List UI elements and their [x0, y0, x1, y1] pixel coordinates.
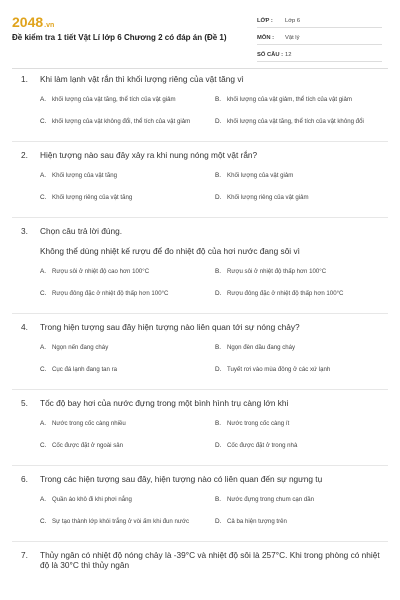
answer-option[interactable]	[40, 263, 215, 279]
answer-options	[40, 263, 400, 307]
option-text: Khối lượng riêng của vật giảm	[227, 193, 309, 201]
option-text: Sự tạo thành lớp khói trắng ở vòi ấm khi đun nước	[52, 517, 190, 525]
option-text: Quần áo khô đi khi phơi nắng	[52, 495, 132, 503]
option-text: Khối lượng của vật tăng	[52, 171, 117, 179]
answer-option[interactable]	[215, 361, 390, 377]
meta-value: Vật lý	[285, 34, 300, 41]
option-letter: C.	[40, 289, 47, 297]
meta-value: Lớp 6	[285, 17, 301, 24]
question-stem	[21, 550, 400, 570]
question-number: 7.	[21, 550, 28, 560]
option-text: khối lượng của vật tăng, thể tích của vật giảm	[52, 95, 176, 103]
option-letter: B.	[215, 171, 222, 179]
option-text: Nước trong cốc càng nhiều	[52, 419, 126, 427]
option-letter: B.	[215, 343, 222, 351]
answer-option[interactable]	[40, 113, 215, 129]
option-text: Rượu đông đặc ở nhiệt độ thấp hơn 100°C	[52, 289, 169, 297]
option-text: Tuyết rơi vào mùa đông ở các xứ lạnh	[227, 365, 331, 373]
option-letter: A.	[40, 95, 47, 103]
answer-option[interactable]	[40, 339, 215, 355]
option-text: khối lượng của vật tăng, thể tích của vật không đổi	[227, 117, 364, 125]
question-number: 2.	[21, 150, 28, 160]
question-text: Trong hiện tượng sau đây hiện tượng nào liên quan tới sự nóng chảy?	[40, 322, 300, 332]
meta-info	[257, 14, 382, 65]
option-text: Rượu đông đặc ở nhiệt độ thấp hơn 100°C	[227, 289, 344, 297]
question	[21, 550, 400, 570]
question-number: 6.	[21, 474, 28, 484]
question-stem	[21, 226, 400, 236]
option-text: Khối lượng của vật giảm	[227, 171, 294, 179]
question-divider	[12, 217, 388, 218]
question-number: 1.	[21, 74, 28, 84]
answer-options	[40, 491, 400, 535]
answer-options	[40, 339, 400, 383]
option-letter: A.	[40, 171, 47, 179]
option-letter: D.	[215, 441, 222, 449]
site-logo[interactable]: 2048.vn	[12, 14, 55, 30]
option-text: Ngọn đèn dầu đang cháy	[227, 343, 296, 351]
option-text: Nước đựng trong chum cạn dần	[227, 495, 315, 503]
question-divider	[12, 313, 388, 314]
option-letter: C.	[40, 117, 47, 125]
question-text: Hiện tượng nào sau đây xảy ra khi nung nóng một vật rắn?	[40, 150, 258, 160]
answer-option[interactable]	[40, 513, 215, 529]
option-text: Cốc được đặt ở trong nhà	[227, 441, 298, 449]
question-number: 4.	[21, 322, 28, 332]
question-text: Chọn câu trả lời đúng.	[40, 226, 123, 236]
header-divider	[12, 68, 388, 69]
answer-option[interactable]	[215, 91, 390, 107]
answer-option[interactable]	[40, 361, 215, 377]
question-note: Không thể dùng nhiệt kế rượu để đo nhiệt độ của hơi nước đang sôi vì	[40, 246, 300, 256]
meta-row-count	[257, 48, 382, 62]
question-divider	[12, 389, 388, 390]
question	[21, 474, 400, 535]
question-number: 3.	[21, 226, 28, 236]
question	[21, 398, 400, 459]
page-title: Đề kiểm tra 1 tiết Vật Lí lớp 6 Chương 2 có đáp án (Đề 1)	[12, 33, 227, 42]
option-letter: C.	[40, 517, 47, 525]
answer-option[interactable]	[40, 91, 215, 107]
option-text: Cốc được đặt ở ngoài sân	[52, 441, 124, 449]
option-letter: D.	[215, 365, 222, 373]
question-divider	[12, 465, 388, 466]
option-text: Khối lượng riêng của vật tăng	[52, 193, 133, 201]
meta-label: MÔN :	[257, 34, 275, 41]
option-letter: D.	[215, 289, 222, 297]
option-letter: B.	[215, 95, 222, 103]
answer-option[interactable]	[40, 437, 215, 453]
answer-option[interactable]	[215, 415, 390, 431]
page-header	[0, 0, 400, 66]
answer-option[interactable]	[215, 167, 390, 183]
option-text: Cục đá lạnh đang tan ra	[52, 365, 118, 373]
answer-options	[40, 167, 400, 211]
option-letter: C.	[40, 441, 47, 449]
option-text: khối lượng của vật giảm, thể tích của vật giảm	[227, 95, 352, 103]
answer-option[interactable]	[40, 285, 215, 301]
answer-option[interactable]	[215, 491, 390, 507]
question-stem	[21, 322, 400, 332]
option-letter: B.	[215, 267, 222, 275]
option-letter: A.	[40, 419, 47, 427]
question	[21, 226, 400, 307]
option-text: Rượu sôi ở nhiệt độ thấp hơn 100°C	[227, 267, 327, 275]
meta-label: LỚP :	[257, 17, 273, 24]
question-text: Tốc độ bay hơi của nước đựng trong một bình hình trụ càng lớn khi	[40, 398, 289, 408]
answer-option[interactable]	[215, 513, 390, 529]
question-text: Trong các hiện tượng sau đây, hiện tượng nào có liên quan đến sự ngưng tụ	[40, 474, 323, 484]
option-text: Cả ba hiện tượng trên	[227, 517, 287, 525]
meta-row-class	[257, 14, 382, 28]
meta-label: SỐ CÂU :	[257, 51, 284, 58]
answer-option[interactable]	[40, 189, 215, 205]
question-stem	[21, 398, 400, 408]
option-letter: A.	[40, 343, 47, 351]
option-letter: C.	[40, 193, 47, 201]
option-letter: A.	[40, 267, 47, 275]
option-letter: B.	[215, 495, 222, 503]
option-letter: B.	[215, 419, 222, 427]
option-text: Ngọn nến đang cháy	[52, 343, 109, 351]
answer-options	[40, 415, 400, 459]
question-divider	[12, 141, 388, 142]
answer-option[interactable]	[40, 491, 215, 507]
question-number: 5.	[21, 398, 28, 408]
answer-options	[40, 91, 400, 135]
question-stem	[21, 474, 400, 484]
question	[21, 74, 400, 135]
option-letter: D.	[215, 117, 222, 125]
question-text: Khi làm lạnh vật rắn thì khối lượng riêng của vật tăng vì	[40, 74, 244, 84]
answer-option[interactable]	[215, 113, 390, 129]
meta-value: 12	[285, 51, 292, 58]
option-text: Nước trong cốc càng ít	[227, 419, 290, 427]
question-text: Thủy ngân có nhiệt độ nóng chảy là -39°C và nhiệt độ sôi là 257°C. Khi trong phòng có nhiệt độ là 30°C thì thủy ngân	[40, 550, 380, 570]
answer-option[interactable]	[215, 263, 390, 279]
question-divider	[12, 541, 388, 542]
meta-row-subject	[257, 31, 382, 45]
answer-option[interactable]	[215, 339, 390, 355]
option-letter: C.	[40, 365, 47, 373]
answer-option[interactable]	[40, 415, 215, 431]
question	[21, 150, 400, 211]
option-letter: D.	[215, 517, 222, 525]
answer-option[interactable]	[215, 437, 390, 453]
option-text: khối lượng của vật không đổi, thể tích của vật giảm	[52, 117, 191, 125]
answer-option[interactable]	[40, 167, 215, 183]
question-stem	[21, 74, 400, 84]
option-text: Rượu sôi ở nhiệt độ cao hơn 100°C	[52, 267, 150, 275]
question-list	[0, 74, 400, 570]
question-stem	[21, 150, 400, 160]
question	[21, 322, 400, 383]
answer-option[interactable]	[215, 189, 390, 205]
option-letter: D.	[215, 193, 222, 201]
option-letter: A.	[40, 495, 47, 503]
answer-option[interactable]	[215, 285, 390, 301]
